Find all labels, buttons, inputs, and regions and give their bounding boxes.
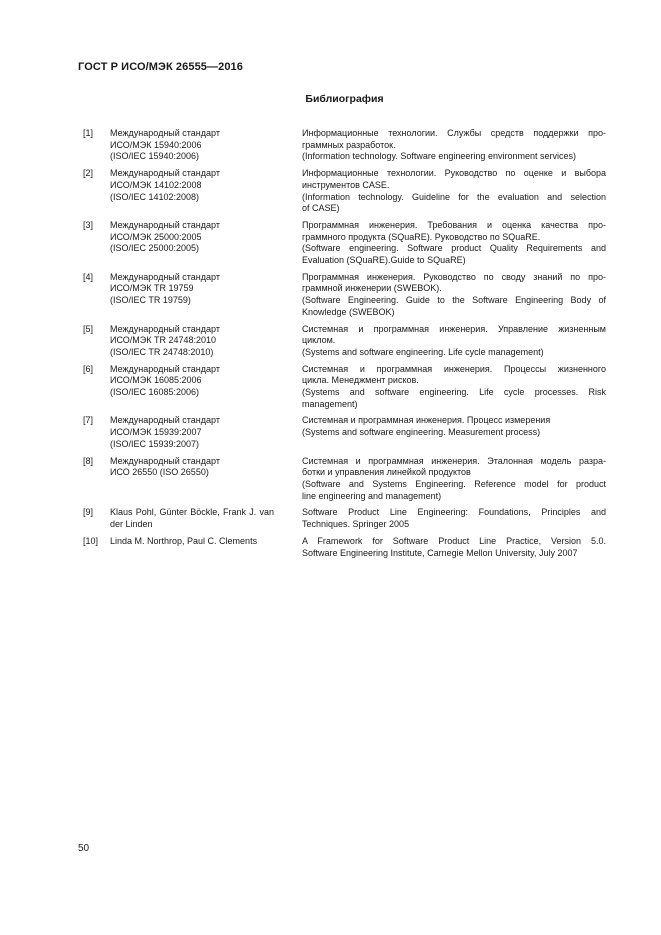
title-line: Программная инженерия. Руководство по своду знаний по про- bbox=[302, 271, 606, 282]
title-line: management) bbox=[302, 398, 358, 409]
title-line: инструментов CASE. bbox=[302, 179, 390, 190]
bibliography-entry bbox=[83, 324, 613, 359]
title-line: Системная и программная инженерия. Управление жизненным bbox=[302, 323, 606, 334]
entry-source bbox=[110, 415, 274, 450]
source-line: Международный стандарт bbox=[110, 415, 220, 426]
document-header: ГОСТ Р ИСО/МЭК 26555—2016 bbox=[78, 61, 243, 73]
source-line: (ISO/IEC 16085:2006) bbox=[110, 387, 200, 398]
entry-title bbox=[302, 272, 606, 319]
source-line: Linda M. Northrop, Paul C. Clements bbox=[110, 535, 258, 546]
source-line: Международный стандарт bbox=[110, 455, 220, 466]
title-line: граммного продукта (SQuaRE). Руководство по SQuaRE. bbox=[302, 231, 541, 242]
entry-title bbox=[302, 415, 606, 450]
entry-source bbox=[110, 507, 274, 530]
entry-title bbox=[302, 536, 606, 559]
title-line: (Systems and software engineering. Life cycle management) bbox=[302, 346, 544, 357]
source-line: Международный стандарт bbox=[110, 219, 220, 230]
entry-number: [6] bbox=[83, 363, 94, 374]
bibliography-entry bbox=[83, 220, 613, 267]
entry-title bbox=[302, 364, 606, 411]
bibliography-entry bbox=[83, 415, 613, 450]
source-line: (ISO/IEC TR 19759) bbox=[110, 295, 191, 306]
title-line: (Software engineering. Software product Quality Requirements and bbox=[302, 243, 606, 254]
section-title bbox=[0, 93, 661, 105]
page-number: 50 bbox=[78, 843, 90, 854]
source-line: ИСО/МЭК 15940:2006 bbox=[110, 139, 202, 150]
entry-title bbox=[302, 324, 606, 359]
entry-source bbox=[110, 536, 274, 559]
title-line: циклом. bbox=[302, 335, 336, 346]
source-line: (ISO/IEC 25000:2005) bbox=[110, 243, 200, 254]
title-line: Информационные технологии. Руководство по оценке и выбора bbox=[302, 168, 606, 179]
entry-number: [7] bbox=[83, 415, 94, 426]
title-line: ботки и управления линейкой продуктов bbox=[302, 467, 471, 478]
title-line: Информационные технологии. Службы средств поддержки про- bbox=[302, 128, 606, 138]
bibliography-entry bbox=[83, 364, 613, 411]
entry-source bbox=[110, 272, 274, 319]
source-line: Международный стандарт bbox=[110, 168, 220, 179]
section-title-text: Библиография bbox=[305, 93, 384, 105]
bibliography-entry bbox=[83, 168, 613, 215]
bibliography-entry bbox=[83, 536, 613, 559]
source-line: (ISO/IEC 15940:2006) bbox=[110, 151, 200, 162]
title-line: Knowledge (SWEBOK) bbox=[302, 306, 395, 317]
title-line: Software Engineering Institute, Carnegie Mellon University, July 2007 bbox=[302, 547, 578, 558]
source-line: (ISO/IEC 14102:2008) bbox=[110, 191, 200, 202]
title-line: of CASE) bbox=[302, 203, 340, 214]
entry-number: [3] bbox=[83, 219, 94, 230]
title-line: (Systems and software engineering. Measurement process) bbox=[302, 427, 541, 438]
entry-number: [4] bbox=[83, 271, 94, 282]
entry-title bbox=[302, 220, 606, 267]
entry-number: [8] bbox=[83, 455, 94, 466]
source-line: Международный стандарт bbox=[110, 128, 220, 138]
title-line: Evaluation (SQuaRE).Guide to SQuaRE) bbox=[302, 255, 466, 266]
source-line: ИСО 26550 (ISO 26550) bbox=[110, 467, 209, 478]
entry-source bbox=[110, 456, 274, 503]
title-line: граммной инженерии (SWEBOK). bbox=[302, 283, 442, 294]
bibliography-entry bbox=[83, 507, 613, 530]
source-line: ИСО/МЭК TR 24748:2010 bbox=[110, 335, 217, 346]
title-line: Software Product Line Engineering: Foundations, Principles and bbox=[302, 507, 606, 518]
title-line: граммных разработок. bbox=[302, 139, 396, 150]
entry-source bbox=[110, 220, 274, 267]
title-line: Techniques. Springer 2005 bbox=[302, 519, 410, 530]
source-line: ИСО/МЭК TR 19759 bbox=[110, 283, 194, 294]
bibliography-list bbox=[83, 128, 613, 559]
source-line: Международный стандарт bbox=[110, 363, 220, 374]
title-line: Системная и программная инженерия. Процесс измерения bbox=[302, 415, 551, 426]
entry-number: [5] bbox=[83, 323, 94, 334]
title-line: (Software and Systems Engineering. Reference model for product bbox=[302, 478, 606, 489]
entry-number: [10] bbox=[83, 535, 99, 546]
entry-number: [1] bbox=[83, 128, 94, 138]
entry-source bbox=[110, 128, 274, 163]
entry-number: [9] bbox=[83, 507, 94, 518]
title-line: (Information technology. Guideline for the evaluation and selection bbox=[302, 191, 606, 202]
entry-source bbox=[110, 168, 274, 215]
source-line: Международный стандарт bbox=[110, 323, 220, 334]
entry-title bbox=[302, 507, 606, 530]
title-line: (Systems and software engineering. Life cycle processes. Risk bbox=[302, 387, 606, 398]
source-line: Klaus Pohl, Günter Böckle, Frank J. van der Linden bbox=[110, 507, 274, 530]
bibliography-entry bbox=[83, 272, 613, 319]
title-line: Программная инженерия. Требования и оценка качества про- bbox=[302, 219, 606, 230]
entry-title bbox=[302, 168, 606, 215]
source-line: ИСО/МЭК 14102:2008 bbox=[110, 179, 202, 190]
source-line: (ISO/IEC 15939:2007) bbox=[110, 438, 200, 449]
source-line: ИСО/МЭК 15939:2007 bbox=[110, 427, 202, 438]
title-line: Системная и программная инженерия. Процессы жизненного bbox=[302, 363, 606, 374]
entry-title bbox=[302, 456, 606, 503]
title-line: (Information technology. Software engineering environment services) bbox=[302, 151, 576, 162]
title-line: line engineering and management) bbox=[302, 490, 442, 501]
bibliography-entry bbox=[83, 456, 613, 503]
title-line: Системная и программная инженерия. Эталонная модель разра- bbox=[302, 455, 606, 466]
title-line: A Framework for Software Product Line Practice, Version 5.0. bbox=[302, 535, 606, 546]
entry-source bbox=[110, 324, 274, 359]
entry-number: [2] bbox=[83, 168, 94, 179]
entry-source bbox=[110, 364, 274, 411]
source-line: ИСО/МЭК 16085:2006 bbox=[110, 375, 202, 386]
title-line: (Software Engineering. Guide to the Software Engineering Body of bbox=[302, 295, 606, 306]
source-line: ИСО/МЭК 25000:2005 bbox=[110, 231, 202, 242]
title-line: цикла. Менеджмент рисков. bbox=[302, 375, 419, 386]
source-line: Международный стандарт bbox=[110, 271, 220, 282]
bibliography-entry bbox=[83, 128, 613, 163]
entry-title bbox=[302, 128, 606, 163]
source-line: (ISO/IEC TR 24748:2010) bbox=[110, 346, 214, 357]
